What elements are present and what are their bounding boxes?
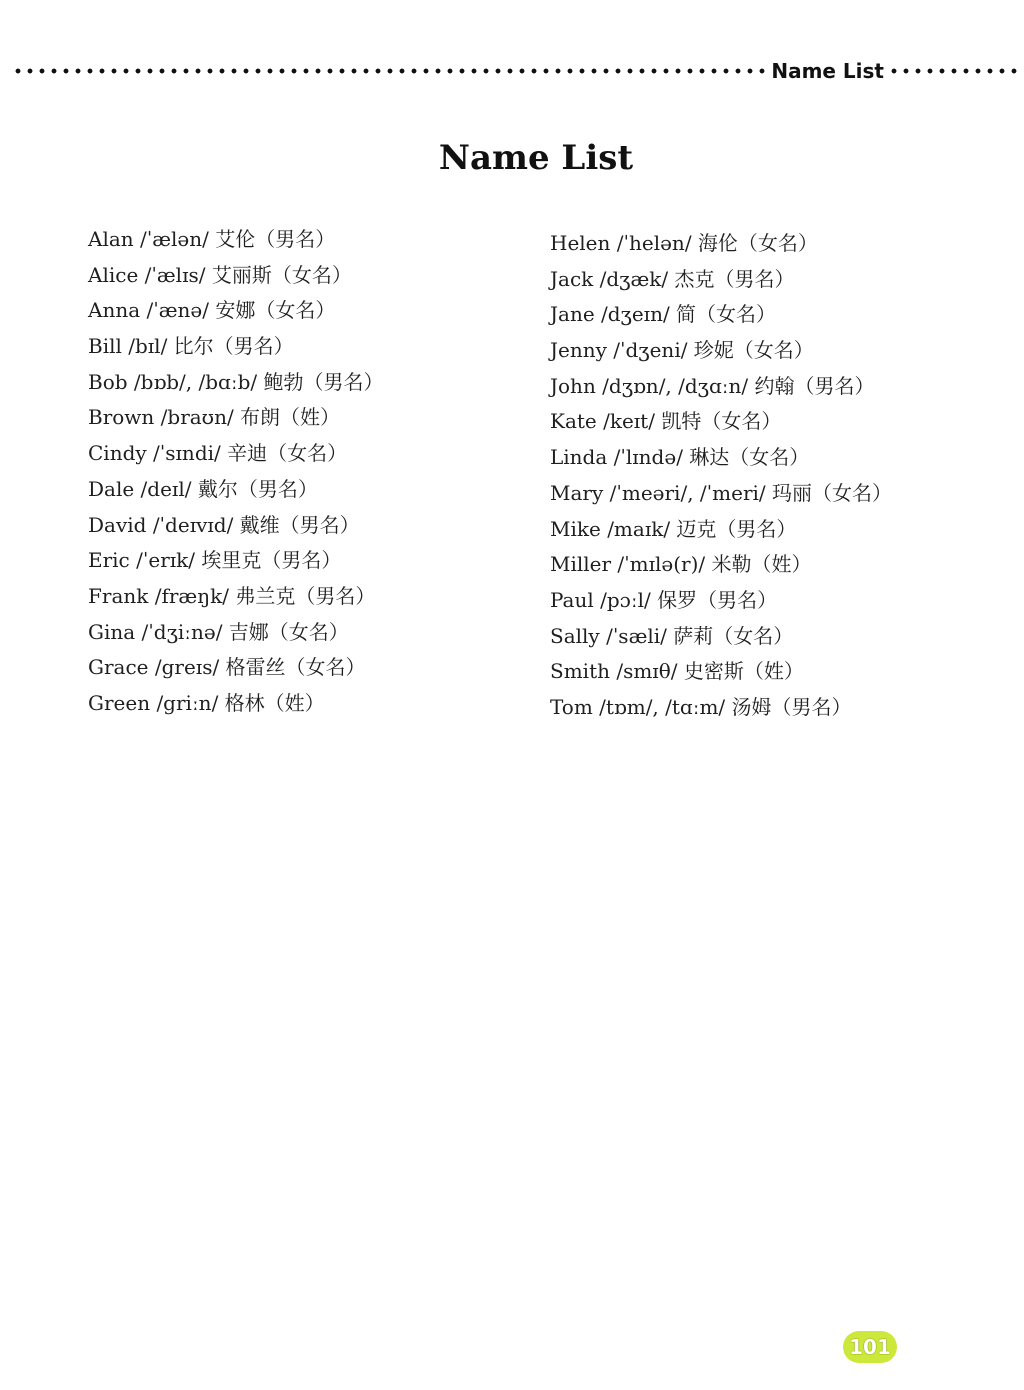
running-header	[12, 58, 1020, 84]
name-entry: Paul /pɔːl/ 保罗（男名）	[550, 587, 778, 612]
name-entry: Jack /dʒæk/ 杰克（男名）	[550, 266, 795, 291]
name-entry: David /ˈdeɪvɪd/ 戴维（男名）	[88, 512, 360, 537]
name-list-left-column	[88, 222, 383, 722]
page-number-badge: 101	[843, 1331, 897, 1363]
name-entry: Frank /fræŋk/ 弗兰克（男名）	[88, 583, 376, 608]
name-entry: John /dʒɒn/, /dʒɑːn/ 约翰（男名）	[550, 373, 875, 398]
name-entry: Gina /ˈdʒiːnə/ 吉娜（女名）	[88, 619, 349, 644]
page-title: Name List	[438, 138, 634, 178]
name-entry: Grace /greɪs/ 格雷丝（女名）	[88, 655, 366, 680]
name-entry: Dale /deɪl/ 戴尔（男名）	[88, 476, 318, 501]
name-entry: Brown /braʊn/ 布朗（姓）	[88, 405, 341, 430]
name-list-right-column	[550, 226, 892, 726]
name-entry: Green /griːn/ 格林（姓）	[88, 690, 325, 715]
name-entry: Jane /dʒeɪn/ 简（女名）	[550, 302, 777, 327]
name-entry: Mike /maɪk/ 迈克（男名）	[550, 516, 797, 541]
name-entry: Miller /ˈmɪlə(r)/ 米勒（姓）	[550, 552, 812, 577]
name-entry: Smith /smɪθ/ 史密斯（姓）	[550, 659, 804, 684]
name-entry: Bill /bɪl/ 比尔（男名）	[88, 334, 294, 359]
dotted-rule-left	[12, 68, 767, 74]
name-entry: Sally /ˈsæli/ 萨莉（女名）	[550, 623, 794, 648]
name-entry: Linda /ˈlɪndə/ 琳达（女名）	[550, 445, 810, 470]
name-entry: Tom /tɒm/, /tɑːm/ 汤姆（男名）	[550, 694, 852, 719]
dotted-rule-right	[888, 68, 1020, 74]
name-entry: Bob /bɒb/, /bɑːb/ 鲍勃（男名）	[88, 369, 384, 394]
name-entry: Alan /ˈælən/ 艾伦（男名）	[88, 227, 336, 251]
name-entry: Alice /ˈælɪs/ 艾丽斯（女名）	[88, 262, 352, 287]
name-entry: Anna /ˈænə/ 安娜（女名）	[88, 298, 336, 323]
name-entry: Helen /ˈhelən/ 海伦（女名）	[550, 231, 818, 255]
name-entry: Jenny /ˈdʒeni/ 珍妮（女名）	[550, 338, 814, 363]
name-entry: Kate /keɪt/ 凯特（女名）	[550, 409, 782, 434]
name-entry: Cindy /ˈsɪndi/ 辛迪（女名）	[88, 441, 348, 466]
running-header-label: Name List	[771, 59, 884, 83]
name-entry: Eric /ˈerɪk/ 埃里克（男名）	[88, 548, 342, 573]
name-entry: Mary /ˈmeəri/, /ˈmeri/ 玛丽（女名）	[550, 480, 892, 505]
